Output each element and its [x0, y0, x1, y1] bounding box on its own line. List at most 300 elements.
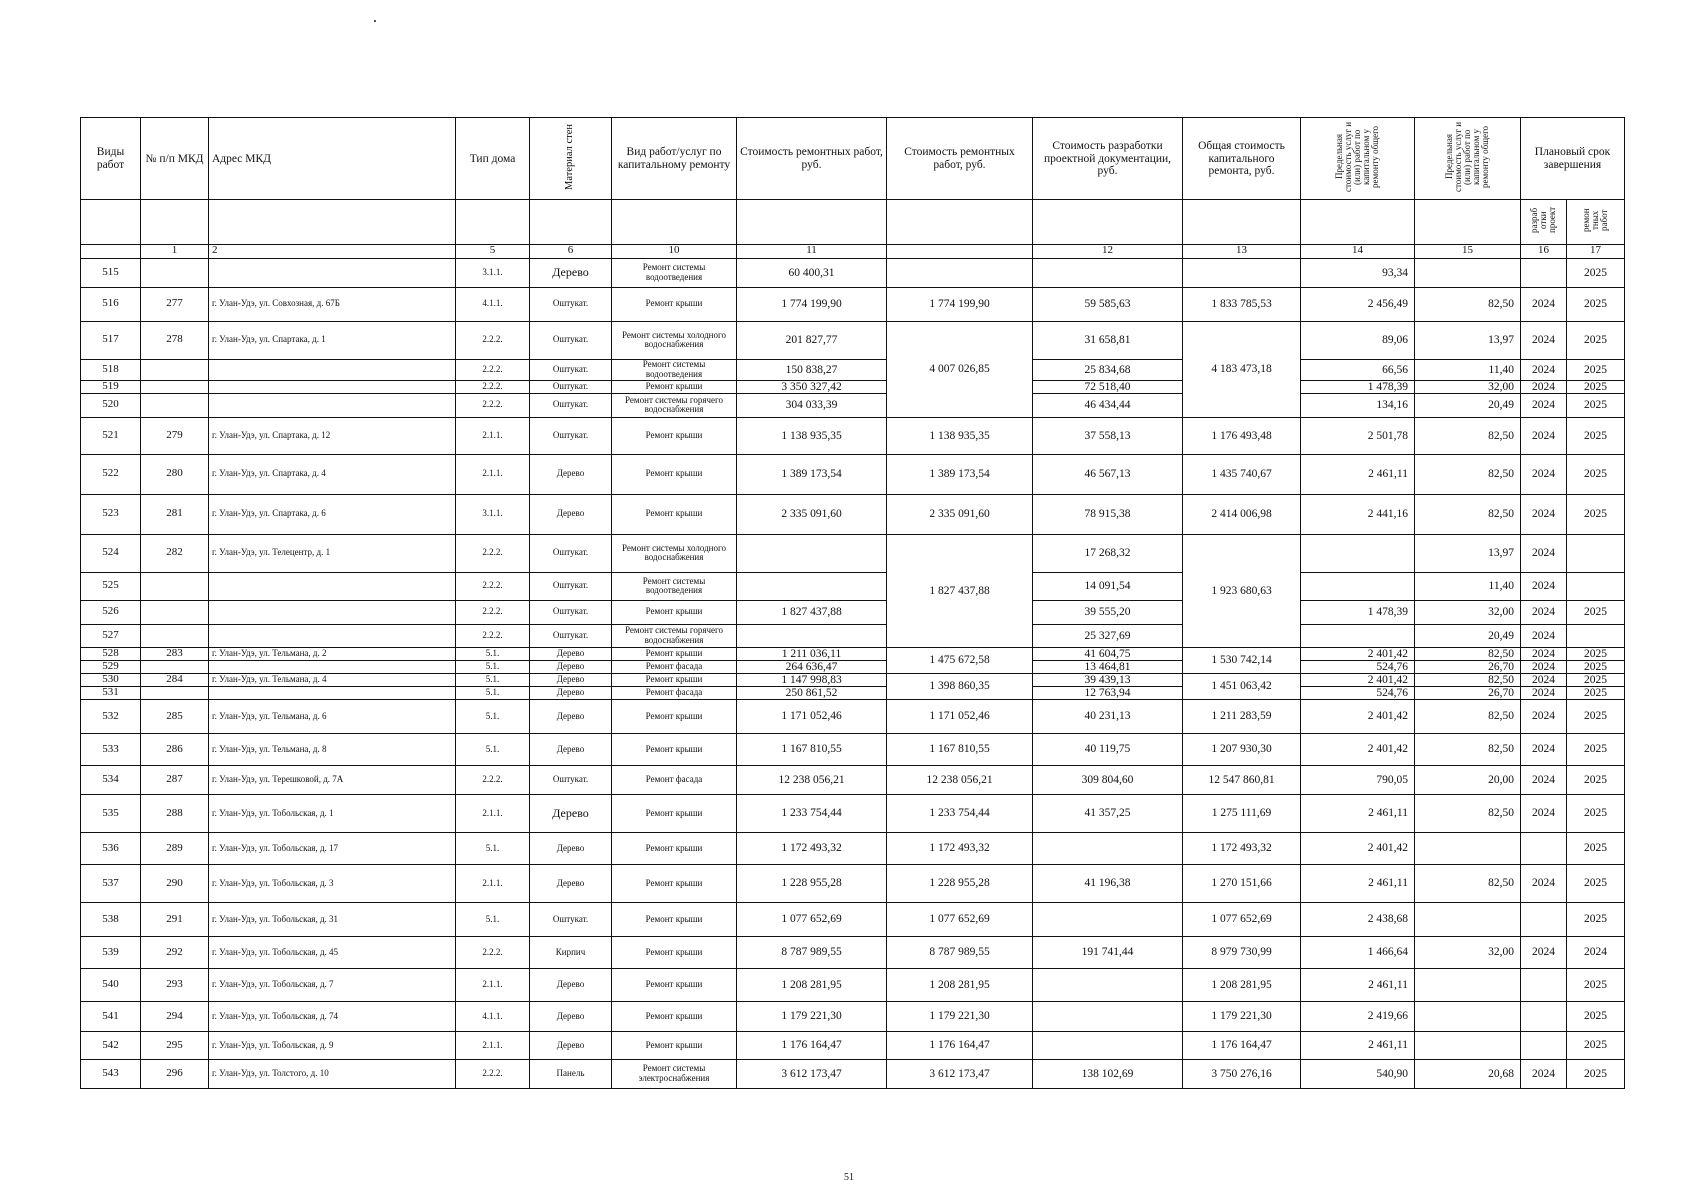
- design-cost-cell: 37 558,13: [1033, 417, 1183, 454]
- wall-material-cell: Оштукат.: [530, 572, 612, 600]
- limit-cost-cell: 2 461,11: [1301, 864, 1415, 902]
- design-year-cell: 2024: [1521, 321, 1567, 359]
- mkd-number: 284: [141, 673, 209, 686]
- total-cost-cell: 1 172 493,32: [1183, 832, 1301, 864]
- mkd-number: 278: [141, 321, 209, 359]
- table-row: [81, 393, 1625, 417]
- house-type-cell: 2.2.2.: [456, 1059, 530, 1088]
- wall-material-cell: Дерево: [530, 1031, 612, 1059]
- house-work-cost-cell: 1 176 164,47: [887, 1031, 1033, 1059]
- wall-material-cell: Панель: [530, 1059, 612, 1088]
- limit-design-cell: 82,50: [1415, 864, 1521, 902]
- total-cost-cell: 1 176 164,47: [1183, 1031, 1301, 1059]
- row-number: 528: [81, 647, 141, 660]
- table-row: [81, 832, 1625, 864]
- header-empty: [737, 200, 887, 245]
- design-year-cell: 2024: [1521, 417, 1567, 454]
- capital-repair-table: [80, 117, 1625, 1089]
- mkd-number: 290: [141, 864, 209, 902]
- address-cell: г. Улан-Удэ, ул. Тельмана, д. 4: [209, 673, 456, 686]
- limit-design-cell: [1415, 902, 1521, 936]
- wall-material-cell: Оштукат.: [530, 321, 612, 359]
- work-cost-cell: 1 211 036,11: [737, 647, 887, 660]
- col-number: [887, 244, 1033, 258]
- limit-design-cell: 20,49: [1415, 393, 1521, 417]
- works-year-cell: [1567, 572, 1625, 600]
- work-cost-cell: 1 167 810,55: [737, 733, 887, 765]
- total-cost-cell: 4 183 473,18: [1183, 321, 1301, 417]
- house-type-cell: 2.2.2.: [456, 393, 530, 417]
- house-work-cost-cell: 1 774 199,90: [887, 287, 1033, 321]
- row-number: 526: [81, 600, 141, 624]
- col-number: 5: [456, 244, 530, 258]
- house-type-cell: 2.2.2.: [456, 936, 530, 968]
- row-number: 539: [81, 936, 141, 968]
- table-row: [81, 624, 1625, 647]
- limit-cost-cell: 2 461,11: [1301, 1031, 1415, 1059]
- work-cost-cell: 150 838,27: [737, 359, 887, 380]
- address-cell: [209, 359, 456, 380]
- house-type-cell: 2.2.2.: [456, 765, 530, 794]
- mkd-number: [141, 686, 209, 699]
- wall-material-cell: Оштукат.: [530, 902, 612, 936]
- table-row: [81, 380, 1625, 393]
- mkd-number: 289: [141, 832, 209, 864]
- col-number: 10: [612, 244, 737, 258]
- work-cost-cell: [737, 572, 887, 600]
- row-number: 543: [81, 1059, 141, 1088]
- limit-design-cell: 82,50: [1415, 647, 1521, 660]
- table-row: [81, 686, 1625, 699]
- work-type-cell: Ремонт крыши: [612, 936, 737, 968]
- row-number: 523: [81, 494, 141, 534]
- table-row: [81, 968, 1625, 1001]
- total-cost-cell: 1 270 151,66: [1183, 864, 1301, 902]
- table-row: [81, 1001, 1625, 1031]
- design-year-cell: 2024: [1521, 624, 1567, 647]
- design-cost-cell: 138 102,69: [1033, 1059, 1183, 1088]
- wall-material-cell: Дерево: [530, 258, 612, 287]
- work-cost-cell: 1 827 437,88: [737, 600, 887, 624]
- design-cost-cell: 46 434,44: [1033, 393, 1183, 417]
- address-cell: г. Улан-Удэ, ул. Тобольская, д. 31: [209, 902, 456, 936]
- address-cell: г. Улан-Удэ, ул. Телецентр, д. 1: [209, 534, 456, 572]
- address-cell: г. Улан-Удэ, ул. Тельмана, д. 2: [209, 647, 456, 660]
- header-empty: [141, 200, 209, 245]
- work-cost-cell: 250 861,52: [737, 686, 887, 699]
- design-cost-cell: 72 518,40: [1033, 380, 1183, 393]
- mkd-number: 294: [141, 1001, 209, 1031]
- total-cost-cell: 1 435 740,67: [1183, 454, 1301, 494]
- mkd-number: 288: [141, 794, 209, 832]
- header-srok-proekt: [1521, 200, 1567, 245]
- limit-design-cell: 82,50: [1415, 673, 1521, 686]
- header-predel-2-text: Предельная стоимость услуг и (или) работ по капитальном у ремонту общего: [1444, 121, 1490, 193]
- row-number: 527: [81, 624, 141, 647]
- work-type-cell: Ремонт крыши: [612, 733, 737, 765]
- wall-material-cell: Дерево: [530, 494, 612, 534]
- address-cell: г. Улан-Удэ, ул. Тобольская, д. 9: [209, 1031, 456, 1059]
- table-row: [81, 321, 1625, 359]
- row-number: 521: [81, 417, 141, 454]
- work-type-cell: Ремонт крыши: [612, 794, 737, 832]
- house-work-cost-cell: 8 787 989,55: [887, 936, 1033, 968]
- house-type-cell: 2.2.2.: [456, 534, 530, 572]
- house-work-cost-cell: 1 233 754,44: [887, 794, 1033, 832]
- house-work-cost-cell: 3 612 173,47: [887, 1059, 1033, 1088]
- row-number: 541: [81, 1001, 141, 1031]
- house-work-cost-cell: 1 172 493,32: [887, 832, 1033, 864]
- design-year-cell: 2024: [1521, 864, 1567, 902]
- design-cost-cell: [1033, 968, 1183, 1001]
- house-type-cell: 2.1.1.: [456, 454, 530, 494]
- col-number: 17: [1567, 244, 1625, 258]
- header-nomer-mkd: № п/п МКД: [141, 118, 209, 200]
- col-number: 2: [209, 244, 456, 258]
- wall-material-cell: Дерево: [530, 733, 612, 765]
- table-row: [81, 454, 1625, 494]
- wall-material-cell: Дерево: [530, 794, 612, 832]
- design-year-cell: [1521, 968, 1567, 1001]
- col-number: 6: [530, 244, 612, 258]
- limit-cost-cell: 2 401,42: [1301, 733, 1415, 765]
- house-work-cost-cell: 1 398 860,35: [887, 673, 1033, 699]
- limit-cost-cell: 2 401,42: [1301, 699, 1415, 733]
- design-year-cell: 2024: [1521, 686, 1567, 699]
- design-year-cell: [1521, 832, 1567, 864]
- table-row: [81, 864, 1625, 902]
- wall-material-cell: Дерево: [530, 686, 612, 699]
- total-cost-cell: 12 547 860,81: [1183, 765, 1301, 794]
- row-number: 542: [81, 1031, 141, 1059]
- design-year-cell: 2024: [1521, 647, 1567, 660]
- limit-cost-cell: 2 461,11: [1301, 968, 1415, 1001]
- works-year-cell: 2025: [1567, 417, 1625, 454]
- mkd-number: 291: [141, 902, 209, 936]
- design-cost-cell: 25 327,69: [1033, 624, 1183, 647]
- limit-design-cell: 11,40: [1415, 359, 1521, 380]
- works-year-cell: 2025: [1567, 393, 1625, 417]
- address-cell: г. Улан-Удэ, ул. Спартака, д. 6: [209, 494, 456, 534]
- house-work-cost-cell: 4 007 026,85: [887, 321, 1033, 417]
- limit-cost-cell: [1301, 624, 1415, 647]
- limit-cost-cell: 2 419,66: [1301, 1001, 1415, 1031]
- limit-design-cell: 11,40: [1415, 572, 1521, 600]
- table-row: [81, 699, 1625, 733]
- header-empty: [1183, 200, 1301, 245]
- design-cost-cell: 12 763,94: [1033, 686, 1183, 699]
- works-year-cell: 2025: [1567, 494, 1625, 534]
- works-year-cell: 2025: [1567, 660, 1625, 673]
- works-year-cell: 2025: [1567, 699, 1625, 733]
- work-cost-cell: 1 171 052,46: [737, 699, 887, 733]
- total-cost-cell: 1 208 281,95: [1183, 968, 1301, 1001]
- work-type-cell: Ремонт крыши: [612, 600, 737, 624]
- wall-material-cell: Кирпич: [530, 936, 612, 968]
- address-cell: [209, 660, 456, 673]
- design-year-cell: 2024: [1521, 359, 1567, 380]
- total-cost-cell: 1 530 742,14: [1183, 647, 1301, 673]
- row-number: 538: [81, 902, 141, 936]
- limit-design-cell: [1415, 968, 1521, 1001]
- design-year-cell: 2024: [1521, 534, 1567, 572]
- work-cost-cell: 1 138 935,35: [737, 417, 887, 454]
- design-year-cell: 2024: [1521, 393, 1567, 417]
- house-type-cell: 5.1.: [456, 686, 530, 699]
- header-tip-doma: Тип дома: [456, 118, 530, 200]
- design-cost-cell: 39 439,13: [1033, 673, 1183, 686]
- mkd-number: 282: [141, 534, 209, 572]
- design-year-cell: 2024: [1521, 572, 1567, 600]
- address-cell: [209, 380, 456, 393]
- row-number: 532: [81, 699, 141, 733]
- design-year-cell: [1521, 1031, 1567, 1059]
- limit-design-cell: 32,00: [1415, 380, 1521, 393]
- wall-material-cell: Дерево: [530, 864, 612, 902]
- total-cost-cell: 1 211 283,59: [1183, 699, 1301, 733]
- work-cost-cell: 2 335 091,60: [737, 494, 887, 534]
- header-empty: [530, 200, 612, 245]
- design-year-cell: 2024: [1521, 600, 1567, 624]
- house-type-cell: 3.1.1.: [456, 258, 530, 287]
- works-year-cell: 2025: [1567, 1001, 1625, 1031]
- limit-design-cell: 82,50: [1415, 417, 1521, 454]
- table-row: [81, 794, 1625, 832]
- wall-material-cell: Оштукат.: [530, 534, 612, 572]
- wall-material-cell: Оштукат.: [530, 417, 612, 454]
- work-type-cell: Ремонт крыши: [612, 417, 737, 454]
- work-type-cell: Ремонт крыши: [612, 647, 737, 660]
- header-obshaya: Общая стоимость капитального ремонта, руб.: [1183, 118, 1301, 200]
- wall-material-cell: Дерево: [530, 968, 612, 1001]
- work-type-cell: Ремонт крыши: [612, 1001, 737, 1031]
- work-type-cell: Ремонт системы водоотведения: [612, 258, 737, 287]
- mkd-number: 287: [141, 765, 209, 794]
- limit-design-cell: 20,68: [1415, 1059, 1521, 1088]
- design-cost-cell: 25 834,68: [1033, 359, 1183, 380]
- header-adres: Адрес МКД: [209, 118, 456, 200]
- header-predel-1: [1301, 118, 1415, 200]
- header-predel-1-text: Предельная стоимость услуг и (или) работ по капитальном у ремонту общего: [1334, 121, 1380, 193]
- house-work-cost-cell: 2 335 091,60: [887, 494, 1033, 534]
- limit-cost-cell: 2 501,78: [1301, 417, 1415, 454]
- mkd-number: 292: [141, 936, 209, 968]
- row-number: 535: [81, 794, 141, 832]
- house-work-cost-cell: 1 171 052,46: [887, 699, 1033, 733]
- work-type-cell: Ремонт крыши: [612, 673, 737, 686]
- address-cell: [209, 258, 456, 287]
- works-year-cell: 2025: [1567, 258, 1625, 287]
- row-number: 534: [81, 765, 141, 794]
- house-type-cell: 5.1.: [456, 902, 530, 936]
- limit-design-cell: 82,50: [1415, 494, 1521, 534]
- wall-material-cell: Оштукат.: [530, 359, 612, 380]
- limit-cost-cell: 2 401,42: [1301, 673, 1415, 686]
- design-year-cell: [1521, 1001, 1567, 1031]
- table-row: [81, 765, 1625, 794]
- work-type-cell: Ремонт системы горячего водоснабжения: [612, 624, 737, 647]
- mkd-number: [141, 624, 209, 647]
- header-empty: [612, 200, 737, 245]
- limit-cost-cell: 524,76: [1301, 686, 1415, 699]
- work-cost-cell: 1 176 164,47: [737, 1031, 887, 1059]
- limit-cost-cell: 2 461,11: [1301, 454, 1415, 494]
- work-cost-cell: 1 389 173,54: [737, 454, 887, 494]
- house-type-cell: 2.2.2.: [456, 380, 530, 393]
- wall-material-cell: Дерево: [530, 673, 612, 686]
- table-row: [81, 1059, 1625, 1088]
- header-srok-rabot: [1567, 200, 1625, 245]
- work-type-cell: Ремонт системы водоотведения: [612, 572, 737, 600]
- house-type-cell: 2.1.1.: [456, 968, 530, 1001]
- total-cost-cell: 1 176 493,48: [1183, 417, 1301, 454]
- limit-design-cell: [1415, 832, 1521, 864]
- works-year-cell: [1567, 534, 1625, 572]
- wall-material-cell: Дерево: [530, 660, 612, 673]
- mkd-number: [141, 258, 209, 287]
- design-cost-cell: [1033, 258, 1183, 287]
- design-year-cell: [1521, 258, 1567, 287]
- limit-cost-cell: 89,06: [1301, 321, 1415, 359]
- wall-material-cell: Дерево: [530, 699, 612, 733]
- limit-design-cell: 20,00: [1415, 765, 1521, 794]
- limit-cost-cell: [1301, 572, 1415, 600]
- works-year-cell: 2025: [1567, 968, 1625, 1001]
- house-type-cell: 5.1.: [456, 647, 530, 660]
- house-type-cell: 5.1.: [456, 733, 530, 765]
- design-cost-cell: 59 585,63: [1033, 287, 1183, 321]
- works-year-cell: 2025: [1567, 647, 1625, 660]
- address-cell: г. Улан-Удэ, ул. Тобольская, д. 17: [209, 832, 456, 864]
- total-cost-cell: [1183, 258, 1301, 287]
- header-plan-srok: Плановый срок завершения: [1521, 118, 1625, 200]
- table-row: [81, 287, 1625, 321]
- works-year-cell: 2025: [1567, 765, 1625, 794]
- limit-design-cell: 82,50: [1415, 794, 1521, 832]
- limit-cost-cell: 2 401,42: [1301, 647, 1415, 660]
- table-row: [81, 417, 1625, 454]
- works-year-cell: 2025: [1567, 1059, 1625, 1088]
- header-material-sten-text: Материал стен: [564, 124, 576, 190]
- works-year-cell: 2025: [1567, 600, 1625, 624]
- house-type-cell: 2.1.1.: [456, 864, 530, 902]
- design-year-cell: 2024: [1521, 660, 1567, 673]
- design-cost-cell: 191 741,44: [1033, 936, 1183, 968]
- row-number: 529: [81, 660, 141, 673]
- address-cell: г. Улан-Удэ, ул. Спартака, д. 4: [209, 454, 456, 494]
- row-number: 525: [81, 572, 141, 600]
- address-cell: [209, 600, 456, 624]
- row-number: 540: [81, 968, 141, 1001]
- work-cost-cell: 1 233 754,44: [737, 794, 887, 832]
- works-year-cell: 2025: [1567, 686, 1625, 699]
- limit-design-cell: 26,70: [1415, 686, 1521, 699]
- works-year-cell: 2025: [1567, 832, 1625, 864]
- design-year-cell: 2024: [1521, 454, 1567, 494]
- design-year-cell: 2024: [1521, 1059, 1567, 1088]
- works-year-cell: 2025: [1567, 673, 1625, 686]
- house-type-cell: 4.1.1.: [456, 287, 530, 321]
- total-cost-cell: 1 833 785,53: [1183, 287, 1301, 321]
- works-year-cell: 2025: [1567, 1031, 1625, 1059]
- work-type-cell: Ремонт системы холодного водоснабжения: [612, 321, 737, 359]
- header-stoimost-rem-2: Стоимость ремонтных работ, руб.: [887, 118, 1033, 200]
- col-number: [81, 244, 141, 258]
- address-cell: г. Улан-Удэ, ул. Тобольская, д. 7: [209, 968, 456, 1001]
- address-cell: [209, 686, 456, 699]
- works-year-cell: 2025: [1567, 902, 1625, 936]
- address-cell: г. Улан-Удэ, ул. Тобольская, д. 1: [209, 794, 456, 832]
- design-year-cell: 2024: [1521, 673, 1567, 686]
- house-work-cost-cell: 1 827 437,88: [887, 534, 1033, 647]
- work-type-cell: Ремонт крыши: [612, 454, 737, 494]
- house-work-cost-cell: 12 238 056,21: [887, 765, 1033, 794]
- limit-design-cell: 20,49: [1415, 624, 1521, 647]
- limit-cost-cell: 134,16: [1301, 393, 1415, 417]
- wall-material-cell: Оштукат.: [530, 600, 612, 624]
- limit-cost-cell: [1301, 534, 1415, 572]
- wall-material-cell: Дерево: [530, 1001, 612, 1031]
- design-cost-cell: 17 268,32: [1033, 534, 1183, 572]
- header-empty: [887, 200, 1033, 245]
- limit-cost-cell: 1 466,64: [1301, 936, 1415, 968]
- house-work-cost-cell: 1 475 672,58: [887, 647, 1033, 673]
- header-empty: [456, 200, 530, 245]
- work-type-cell: Ремонт крыши: [612, 699, 737, 733]
- work-type-cell: Ремонт крыши: [612, 864, 737, 902]
- house-type-cell: 2.1.1.: [456, 794, 530, 832]
- mkd-number: [141, 393, 209, 417]
- total-cost-cell: 1 207 930,30: [1183, 733, 1301, 765]
- col-number: 13: [1183, 244, 1301, 258]
- design-cost-cell: 41 357,25: [1033, 794, 1183, 832]
- scan-speck: [374, 20, 376, 22]
- address-cell: [209, 572, 456, 600]
- header-vidy-rabot: Виды работ: [81, 118, 141, 200]
- address-cell: г. Улан-Удэ, ул. Тельмана, д. 8: [209, 733, 456, 765]
- limit-cost-cell: 2 461,11: [1301, 794, 1415, 832]
- header-predel-2: [1415, 118, 1521, 200]
- work-cost-cell: 1 228 955,28: [737, 864, 887, 902]
- mkd-number: 296: [141, 1059, 209, 1088]
- limit-design-cell: 82,50: [1415, 733, 1521, 765]
- row-number: 516: [81, 287, 141, 321]
- address-cell: г. Улан-Удэ, ул. Совхозная, д. 67Б: [209, 287, 456, 321]
- limit-design-cell: 32,00: [1415, 600, 1521, 624]
- work-cost-cell: [737, 624, 887, 647]
- house-type-cell: 2.2.2.: [456, 321, 530, 359]
- limit-cost-cell: 2 438,68: [1301, 902, 1415, 936]
- address-cell: г. Улан-Удэ, ул. Толстого, д. 10: [209, 1059, 456, 1088]
- house-type-cell: 2.2.2.: [456, 572, 530, 600]
- works-year-cell: [1567, 624, 1625, 647]
- address-cell: г. Улан-Удэ, ул. Тобольская, д. 45: [209, 936, 456, 968]
- house-type-cell: 2.1.1.: [456, 1031, 530, 1059]
- col-number: 15: [1415, 244, 1521, 258]
- design-year-cell: 2024: [1521, 699, 1567, 733]
- design-year-cell: 2024: [1521, 380, 1567, 393]
- address-cell: г. Улан-Удэ, ул. Спартака, д. 1: [209, 321, 456, 359]
- design-year-cell: 2024: [1521, 494, 1567, 534]
- work-cost-cell: 1 172 493,32: [737, 832, 887, 864]
- work-type-cell: Ремонт системы водоотведения: [612, 359, 737, 380]
- house-type-cell: 5.1.: [456, 673, 530, 686]
- house-work-cost-cell: 1 138 935,35: [887, 417, 1033, 454]
- mkd-number: 280: [141, 454, 209, 494]
- work-type-cell: Ремонт системы электроснабжения: [612, 1059, 737, 1088]
- wall-material-cell: Оштукат.: [530, 287, 612, 321]
- work-cost-cell: 1 774 199,90: [737, 287, 887, 321]
